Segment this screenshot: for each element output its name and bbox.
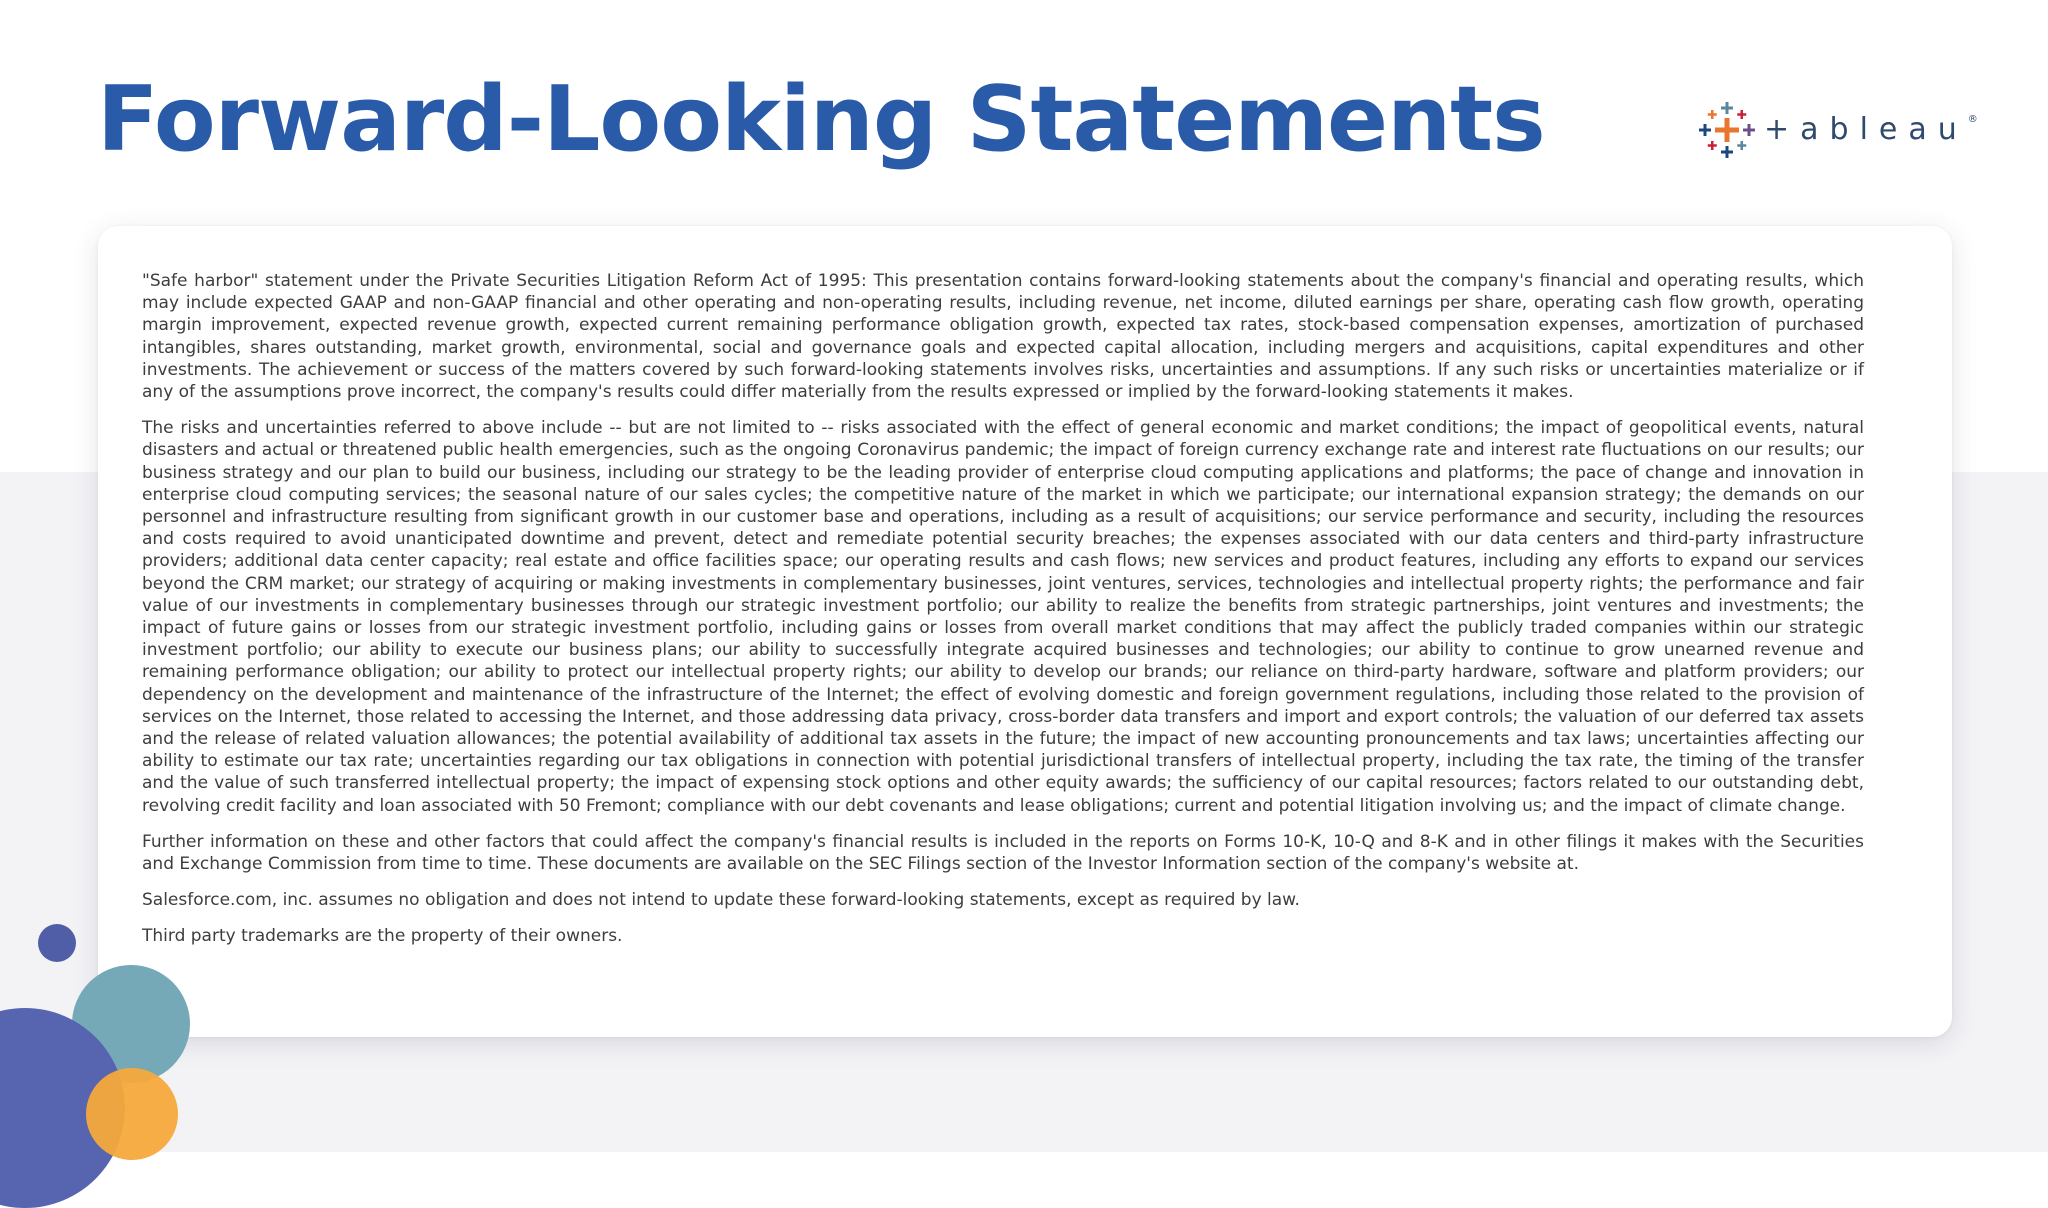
- trademarks-paragraph: Third party trademarks are the property of their owners.: [142, 926, 623, 947]
- slide-title: Forward-Looking Statements: [97, 67, 1545, 172]
- risks-paragraph: The risks and uncertainties referred to above include -- but are not limited to -- risks associated with the effect of general economic and market conditions; the impact of geopolitical events, natural disasters and actual or threatened public health emergencies, such as the ongoing Coronavirus pandemic; the impact of foreign currency exchange rate and interest rate fluctuations on our results; our business strategy and our plan to build our business, including our strategy to be the leading provider of enterprise cloud computing applications and platforms; the pace of change and innovation in enterprise cloud computing services; the seasonal nature of our sales cycles; the competitive nature of the market in which we participate; our international expansion strategy; the demands on our personnel and infrastructure resulting from significant growth in our customer base and operations, including as a result of acquisitions; our service performance and security, including the resources and costs required to avoid unanticipated downtime and prevent, detect and remediate potential security breaches; the expenses associated with our data centers and third-party infrastructure providers; additional data center capacity; real estate and office facilities space; our operating results and cash flows; new services and product features, including any efforts to expand our services beyond the CRM market; our strategy of acquiring or making investments in complementary businesses, joint ventures, services, technologies and intellectual property rights; the performance and fair value of our investments in complementary businesses through our strategic investment portfolio; our ability to realize the benefits from strategic partnerships, joint ventures and investments; the impact of future gains or losses from our strategic investment portfolio, including gains or losses from overall market conditions that may affect the publicly traded companies within our strategic investment portfolio; our ability to execute our business plans; our ability to successfully integrate acquired businesses and technologies; our ability to continue to grow unearned revenue and remaining performance obligation; our ability to protect our intellectual property rights; our ability to develop our brands; our reliance on third-party hardware, software and platform providers; our dependency on the development and maintenance of the infrastructure of the Internet; the effect of evolving domestic and foreign government regulations, including those related to the provision of services on the Internet, those related to accessing the Internet, and those addressing data privacy, cross-border data transfers and import and export controls; the valuation of our deferred tax assets and the release of related valuation allowances; the potential availability of additional tax assets in the future; the impact of new accounting pronouncements and tax laws; uncertainties affecting our ability to estimate our tax rate; uncertainties regarding our tax obligations in connection with potential jurisdictional transfers of intellectual property, including the tax rate, the timing of the transfer and the value of such transferred intellectual property; the impact of expensing stock options and other equity awards; the sufficiency of our capital resources; factors related to our outstanding debt, revolving credit facility and loan associated with 50 Fremont; compliance with our debt covenants and lease obligations; current and potential litigation involving us; and the impact of climate change.: [142, 418, 1864, 816]
- tableau-wordmark: [1764, 112, 1978, 147]
- trademark-symbol: ®: [1967, 114, 1978, 125]
- decor-circle-orange: [86, 1068, 178, 1160]
- further-information-paragraph: Further information on these and other factors that could affect the company's financial results is included in the reports on Forms 10-K, 10-Q and 8-K and in other filings it makes with the Securities and Exchange Commission from time to time. These documents are available on the SEC Filings section of the Investor Information section of the company's website at.: [142, 831, 1864, 875]
- wordmark-text: +ableau: [1764, 112, 1968, 147]
- no-obligation-paragraph: Salesforce.com, inc. assumes no obligation and does not intend to update these forward-looking statements, except as required by law.: [142, 890, 1300, 911]
- tableau-logo: [1698, 100, 1978, 160]
- decor-dot: [38, 924, 76, 962]
- tableau-cross-icon: [1698, 101, 1756, 159]
- safe-harbor-paragraph: "Safe harbor" statement under the Private Securities Litigation Reform Act of 1995: This presentation contains forward-looking statements about the company's financial and operating results, which may include expected GAAP and non-GAAP financial and other operating and non-operating results, including revenue, net income, diluted earnings per share, operating cash flow growth, operating margin improvement, expected revenue growth, expected current remaining performance obligation growth, expected tax rates, stock-based compensation expenses, amortization of purchased intangibles, shares outstanding, market growth, environmental, social and governance goals and expected capital allocation, including mergers and acquisitions, capital expenditures and other investments. The achievement or success of the matters covered by such forward-looking statements involves risks, uncertainties and assumptions. If any such risks or uncertainties materialize or if any of the assumptions prove incorrect, the company's results could differ materially from the results expressed or implied by the forward-looking statements it makes.: [142, 271, 1864, 403]
- disclaimer-card: [98, 226, 1952, 1037]
